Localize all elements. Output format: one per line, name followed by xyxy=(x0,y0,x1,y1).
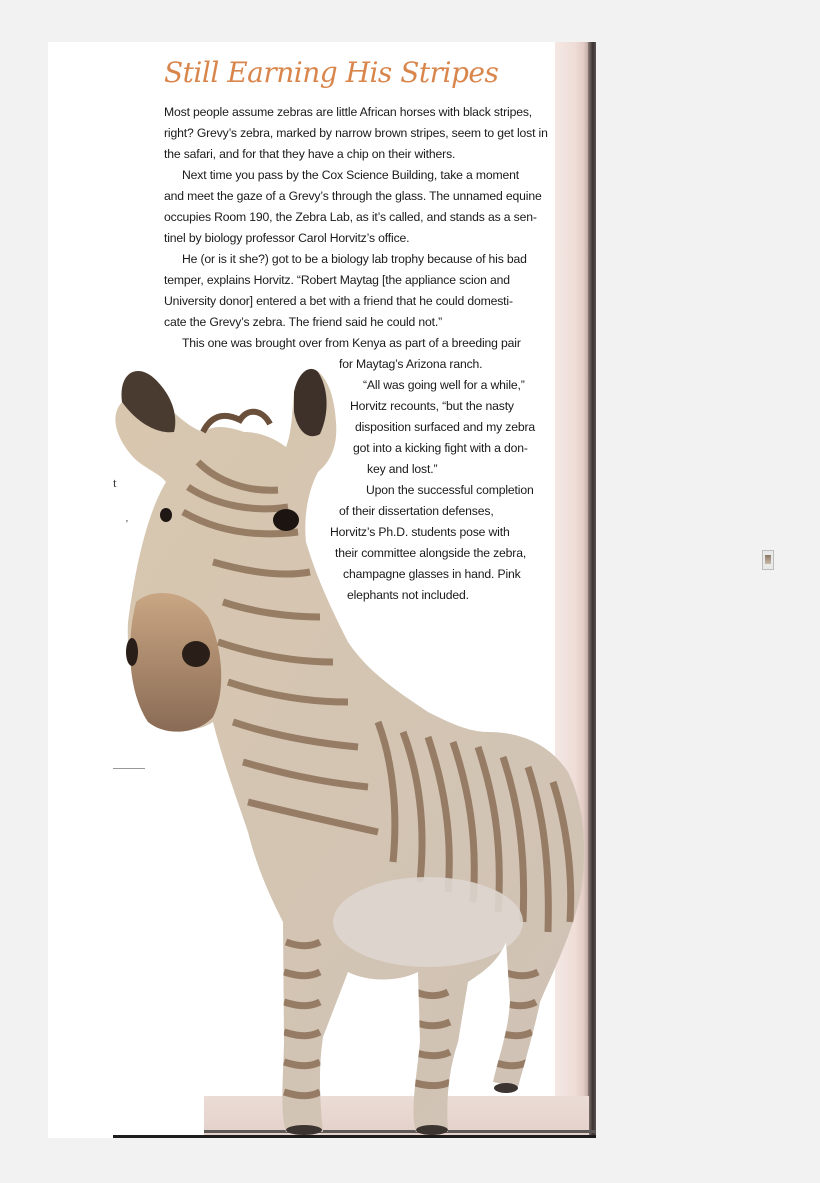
body-line: Most people assume zebras are little African horses with black stripes, xyxy=(164,105,533,119)
body-line: their committee alongside the zebra, xyxy=(335,546,527,560)
body-line: disposition surfaced and my zebra xyxy=(355,420,535,434)
body-line: Horvitz’s Ph.D. students pose with xyxy=(330,525,510,539)
zebra-nostril xyxy=(182,641,210,667)
zebra-right-eye xyxy=(273,509,299,531)
body-line: for Maytag’s Arizona ranch. xyxy=(339,357,483,371)
body-line: occupies Room 190, the Zebra Lab, as it’s called, and stands as a sen- xyxy=(164,210,537,224)
zebra-hoof xyxy=(286,1125,322,1135)
body-line: Horvitz recounts, “but the nasty xyxy=(350,399,514,413)
page-thumbnail-icon[interactable] xyxy=(762,550,774,570)
margin-mark-quote: ’ xyxy=(125,518,129,530)
scanned-magazine-page xyxy=(48,42,596,1138)
article-title: Still Earning His Stripes xyxy=(164,56,499,89)
zebra-body xyxy=(48,342,596,1138)
zebra-right-ear xyxy=(294,369,327,436)
body-line: Next time you pass by the Cox Science Building, take a moment xyxy=(182,168,520,182)
body-line: key and lost.” xyxy=(367,462,438,476)
body-line: champagne glasses in hand. Pink xyxy=(343,567,521,581)
body-line: the safari, and for that they have a chip on their withers. xyxy=(164,147,456,161)
body-line: temper, explains Horvitz. “Robert Maytag [the appliance scion and xyxy=(164,273,510,287)
thumbnail-preview xyxy=(765,555,771,564)
body-line: “All was going well for a while,” xyxy=(363,378,525,392)
body-line: and meet the gaze of a Grevy’s through the glass. The unnamed equine xyxy=(164,189,542,203)
body-line: Upon the successful completion xyxy=(366,483,534,497)
body-line: This one was brought over from Kenya as part of a breeding pair xyxy=(182,336,521,350)
zebra-nostril xyxy=(126,638,138,666)
body-line: of their dissertation defenses, xyxy=(339,504,494,518)
body-line: got into a kicking fight with a don- xyxy=(353,441,528,455)
grevys-zebra-photo xyxy=(48,42,596,1138)
body-line: elephants not included. xyxy=(347,588,469,602)
zebra-left-eye xyxy=(160,508,172,522)
body-line: University donor] entered a bet with a friend that he could domesti- xyxy=(164,294,513,308)
body-line: right? Grevy’s zebra, marked by narrow brown stripes, seem to get lost in xyxy=(164,126,548,140)
body-line: tinel by biology professor Carol Horvitz’s office. xyxy=(164,231,410,245)
body-line: cate the Grevy’s zebra. The friend said he could not.” xyxy=(164,315,443,329)
zebra-hoof xyxy=(416,1125,448,1135)
margin-mark-t: t xyxy=(113,475,117,490)
body-line: He (or is it she?) got to be a biology lab trophy because of his bad xyxy=(182,252,527,266)
zebra-hoof xyxy=(494,1083,518,1093)
